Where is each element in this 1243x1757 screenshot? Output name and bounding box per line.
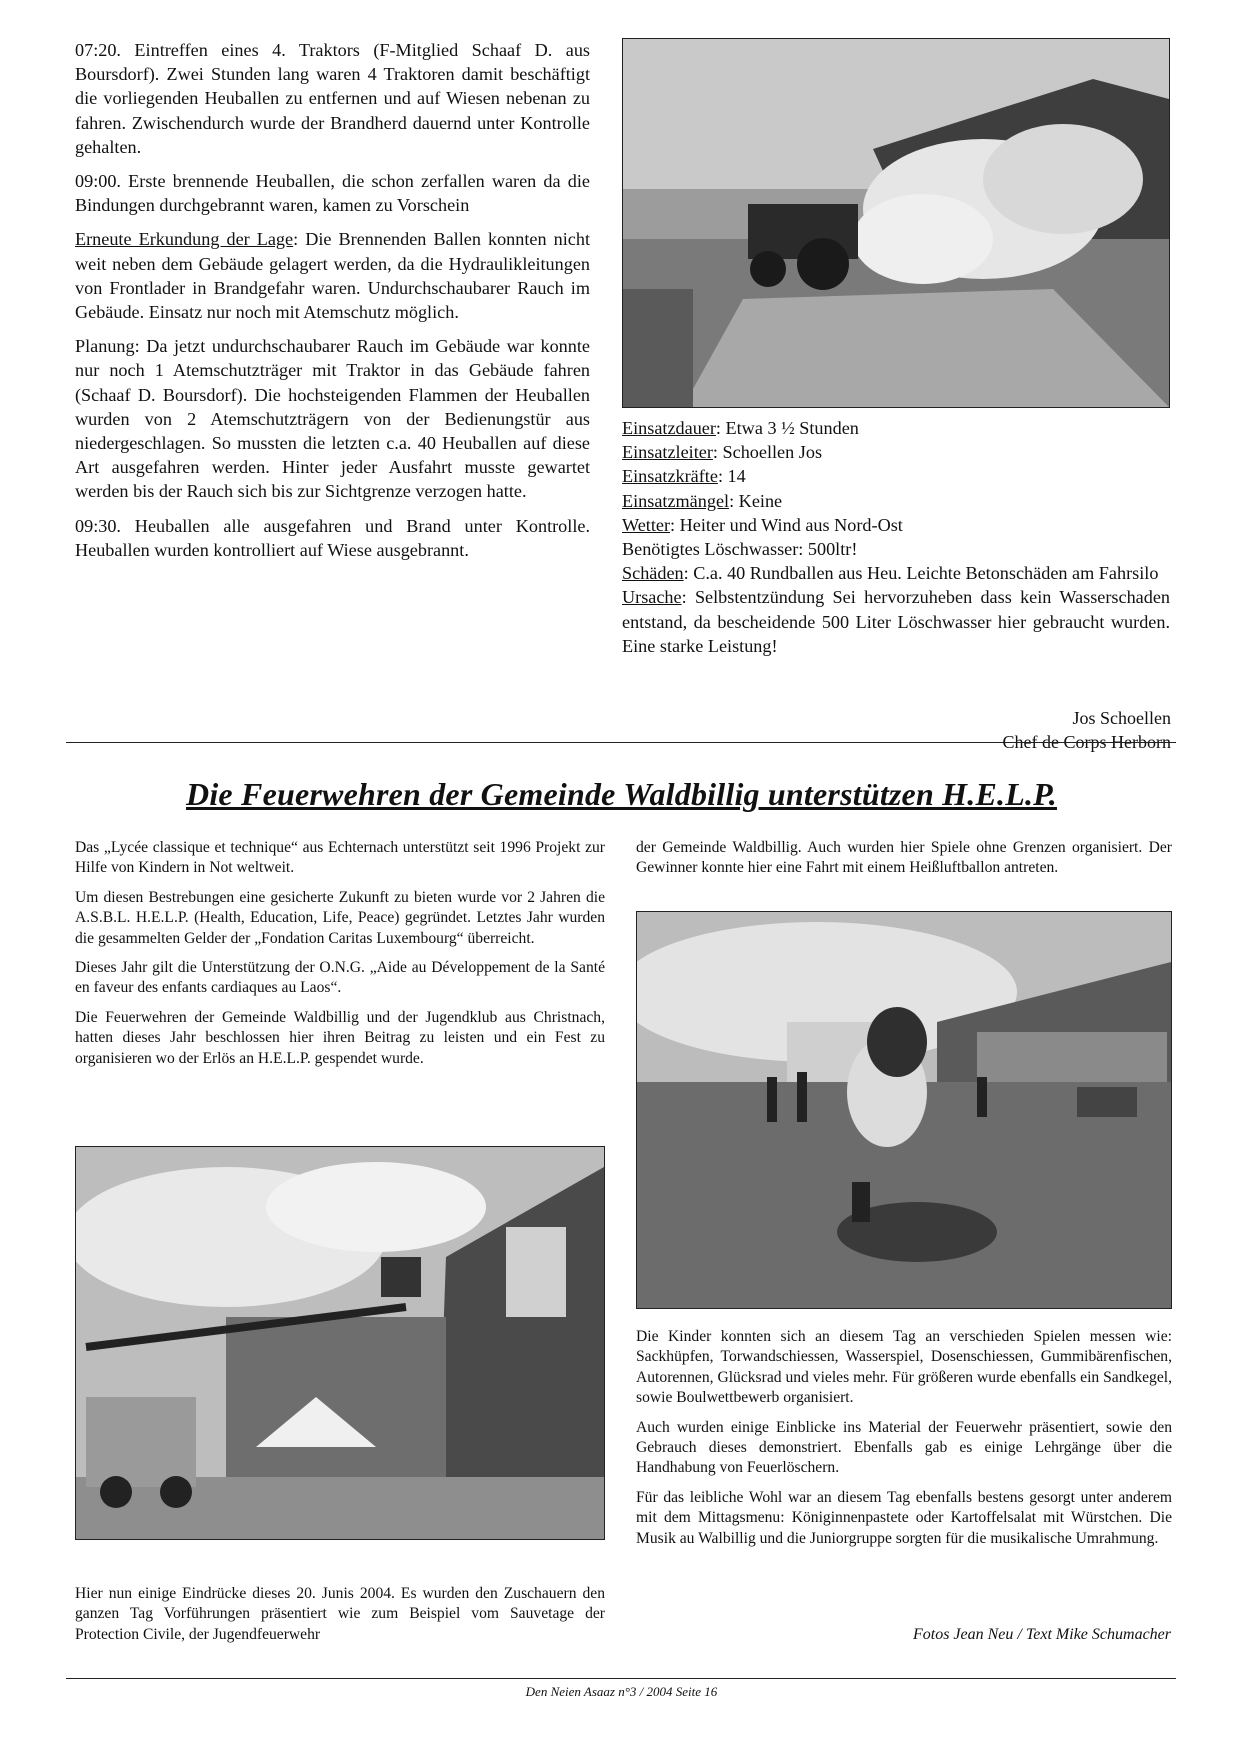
article-paragraph: Die Feuerwehren der Gemeinde Waldbillig und der Jugendklub aus Christnach, hatten dieses Jahr beschlossen hier ihren Beitrag zu leisten und ein Fest zu organisieren wo der Erlös an H.E.L.P. gespendet wurde. [75,1008,605,1067]
article-left-column-bottom [75,1584,605,1654]
article-right-column [636,838,1172,888]
report-paragraph [75,227,590,324]
footer-divider [66,1678,1176,1679]
article-left-column [75,838,605,1078]
top-report-column [75,38,590,572]
signature-name: Jos Schoellen [1072,708,1171,728]
signature-title: Chef de Corps Herborn [1002,732,1171,752]
article-paragraph: Für das leibliche Wohl war an diesem Tag ebenfalls bestens gesorgt unter anderem mit dem Mittagsmenu: Königinnenpastete oder Kartoffelsalat mit Würstchen. Die Musik au Walbillig und die Juniorgruppe sorgten für die musikalische Umrahmung. [636,1488,1172,1547]
ladder-truck-photo [75,1146,605,1540]
fire-demonstration-photo [636,911,1172,1309]
article-paragraph: Das „Lycée classique et technique“ aus Echternach unterstützt seit 1996 Projekt zur Hilfe von Kindern in Not weltweit. [75,839,605,877]
fact-deficiencies [622,489,1170,513]
article-paragraph: Hier nun einige Eindrücke dieses 20. Junis 2004. Es wurden den Zuschauern den ganzen Tag Vorführungen präsentiert wie zum Beispiel vom Sauvetage der Protection Civile, der Jugendfeuerwehr [75,1585,605,1643]
fact-label: Einsatzmängel [622,490,730,511]
report-paragraph: 07:20. Eintreffen eines 4. Traktors (F-Mitglied Schaaf D. aus Boursdorf). Zwei Stunden lang waren 4 Traktoren damit beschäftigt die vorliegenden Heuballen zu entfernen und auf Wiesen nebenan zu fahren. Zwischendurch wurde der Brandherd dauernd unter Kontrolle gehalten. [75,40,590,157]
article-paragraph: Dieses Jahr gilt die Unterstützung der O.N.G. „Aide au Développement de la Santé en faveur des enfants cardiaques au Laos“. [75,959,605,997]
fact-value: : Keine [729,490,783,511]
fact-cause [622,585,1170,658]
tractor-smoke-photo [622,38,1170,408]
fact-water: Benötigtes Löschwasser: 500ltr! [622,539,858,560]
fact-value: : Schoellen Jos [712,442,823,463]
article-paragraph: Um diesen Bestrebungen eine gesicherte Zukunft zu bieten wurde vor 2 Jahren die A.S.B.L. H.E.L.P. (Health, Education, Life, Peace) gegründet. Letztes Jahr wurden die gesammelten Gelder der „Fondation Caritas Luxembourg“ überreicht. [75,888,605,947]
fact-label: Ursache [622,587,682,608]
report-paragraph: 09:30. Heuballen alle ausgefahren und Brand unter Kontrolle. Heuballen wurden kontrolliert auf Wiese ausgebrannt. [75,515,590,560]
fact-leader [622,440,1170,464]
report-text: : Die Brennenden Ballen konnten nicht weit neben dem Gebäude gelagert werden, da die Hydraulikleitungen von Frontlader in Brandgefahr waren. Undurchschaubarer Rauch im Gebäude. Einsatz nur noch mit Atemschutz möglich. [75,229,590,323]
report-paragraph: 09:00. Erste brennende Heuballen, die schon zerfallen waren da die Bindungen durchgebrannt waren, kamen zu Vorschein [75,171,590,216]
article-paragraph: Auch wurden einige Einblicke ins Material der Feuerwehr präsentiert, sowie den Gebrauch dieses demonstriert. Ebenfalls gab es einige Lehrgänge über die Handhabung von Feuerlöschern. [636,1418,1172,1477]
fact-value: : 14 [717,466,746,487]
incident-facts [622,416,1170,658]
article-paragraph: der Gemeinde Waldbillig. Auch wurden hier Spiele ohne Grenzen organisiert. Der Gewinner konnte hier eine Fahrt mit einem Heißluftballon antreten. [636,839,1172,877]
fact-value: : C.a. 40 Rundballen aus Heu. Leichte Betonschäden am Fahrsilo [683,563,1159,584]
fact-duration [622,416,1170,440]
article-headline: Die Feuerwehren der Gemeinde Waldbillig unterstützen H.E.L.P. [186,776,1057,812]
fact-value: : Selbstentzündung Sei hervorzuheben dass kein Wasserschaden entstand, da bescheidende 500 Liter Löschwasser hier gebraucht wurden. Eine starke Leistung! [622,587,1170,656]
signature [1003,706,1171,754]
fact-weather [622,513,1170,537]
report-paragraph: Planung: Da jetzt undurchschaubarer Rauch im Gebäude war konnte nur noch 1 Atemschutzträger mit Traktor in das Gebäude fahren (Schaaf D. Boursdorf). Die hochsteigenden Flammen der Heuballen wurden von 2 Atemschutzträgern von der Bedienungstür aus niedergeschlagen. So mussten die letzten c.a. 40 Heuballen auf diese Art ausgefahren werden. Hinter jeder Ausfahrt musste gewartet werden bis der Rauch sich bis zur Sichtgrenze verzogen hatte. [75,336,590,502]
report-subheading: Erneute Erkundung der Lage [75,229,294,250]
fact-forces [622,464,1170,488]
fact-value: : Heiter und Wind aus Nord-Ost [670,514,903,535]
fact-label: Schäden [622,563,684,584]
fact-label: Einsatzleiter [622,442,713,463]
fact-label: Einsatzdauer [622,418,716,438]
fact-label: Einsatzkräfte [622,466,718,487]
section-divider [66,742,1176,743]
page-footer: Den Neien Asaaz n°3 / 2004 Seite 16 [525,1684,718,1699]
fact-label: Wetter [622,514,671,535]
fact-value: : Etwa 3 ½ Stunden [715,418,859,438]
photo-text-credits: Fotos Jean Neu / Text Mike Schumacher [912,1626,1171,1643]
article-paragraph: Die Kinder konnten sich an diesem Tag an verschieden Spielen messen wie: Sackhüpfen, Torwandschiessen, Wasserspiel, Dosenschiessen, Gummibärenfischen, Autorennen, Glücksrad und vieles mehr. Für größeren wurde ebenfalls ein Sandkegel, sowie Boulwettbewerb organisiert. [636,1328,1172,1407]
fact-damage [622,561,1170,585]
article-right-column-bottom [636,1327,1172,1558]
